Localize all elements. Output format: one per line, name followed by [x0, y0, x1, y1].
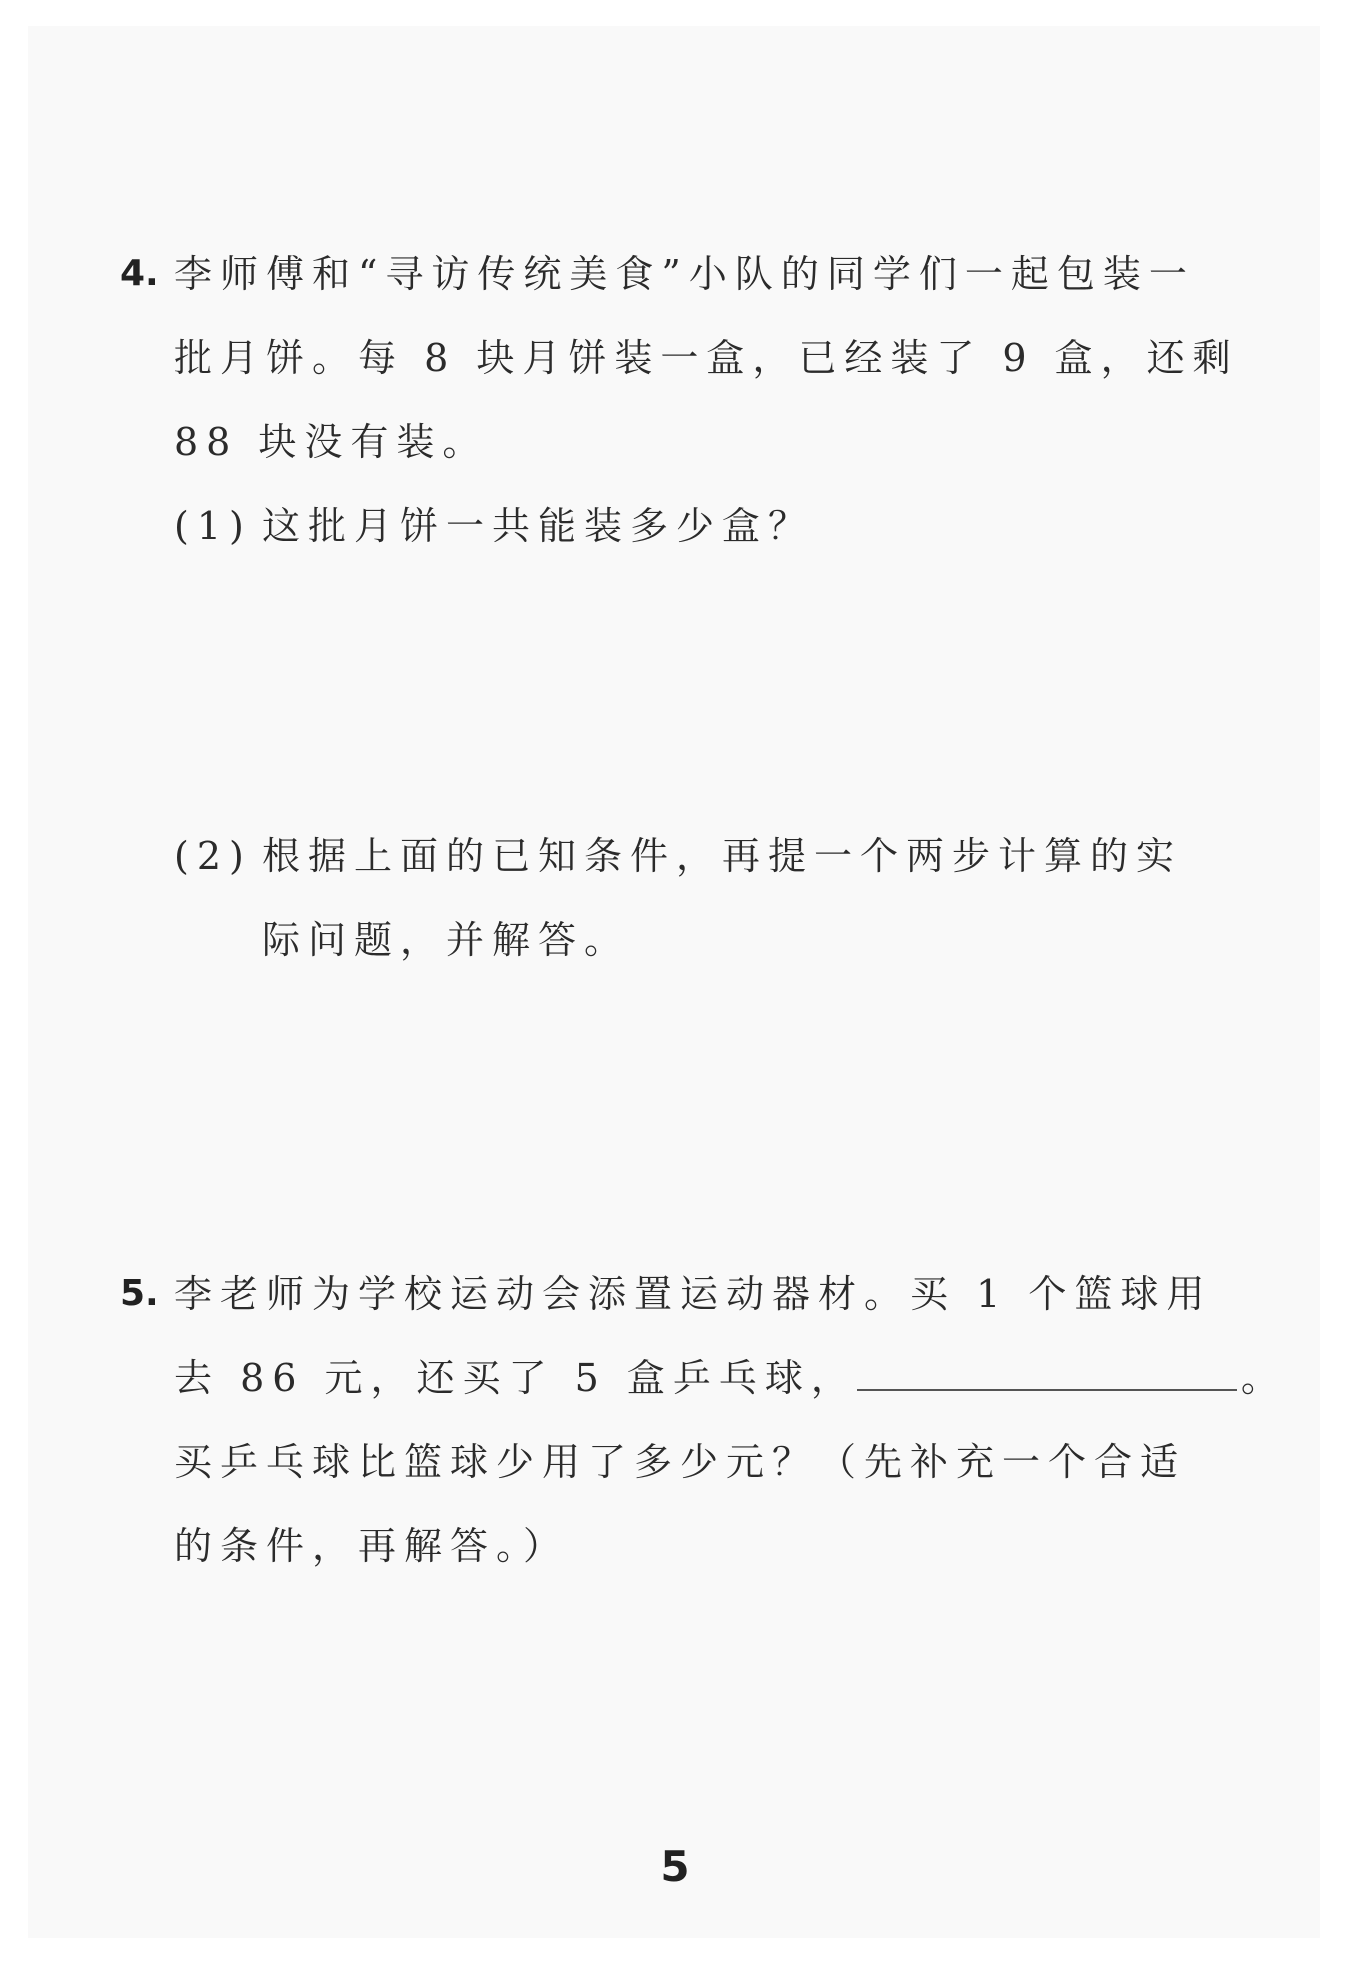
problem-4-sub-2-text-2: 际问题，并解答。: [262, 918, 631, 962]
problem-4-sub-2-label: (2): [174, 834, 252, 878]
problem-4-sub-2-text-1: 根据上面的已知条件，再提一个两步计算的实: [262, 834, 1183, 878]
problem-4-line-2: 批月饼。每 8 块月饼装一盒，已经装了 9 盒，还剩: [174, 336, 1239, 380]
problem-4-sub-1-text: 这批月饼一共能装多少盒？: [262, 504, 815, 548]
problem-5-line-2: [174, 1350, 1287, 1406]
problem-4-number: 4.: [120, 253, 159, 294]
problem-4-line-1: 李师傅和“寻访传统美食”小队的同学们一起包装一: [174, 252, 1195, 296]
page-background: [28, 26, 1320, 1938]
fill-in-blank[interactable]: [857, 1355, 1237, 1391]
problem-5-line-3: 买乒乓球比篮球少用了多少元？（先补充一个合适: [174, 1440, 1187, 1484]
problem-5-number: 5.: [120, 1273, 159, 1314]
page-number: 5: [660, 1842, 690, 1891]
problem-4-line-3: 88 块没有装。: [174, 420, 489, 464]
problem-5-line-2-end: 。: [1240, 1356, 1287, 1400]
problem-5-line-4: 的条件，再解答。）: [174, 1524, 570, 1568]
problem-5-line-1: 李老师为学校运动会添置运动器材。买 1 个篮球用: [174, 1272, 1213, 1316]
problem-4-sub-1-label: (1): [174, 504, 252, 548]
problem-5-line-2-text: 去 86 元，还买了 5 盒乒乓球，: [174, 1356, 857, 1400]
